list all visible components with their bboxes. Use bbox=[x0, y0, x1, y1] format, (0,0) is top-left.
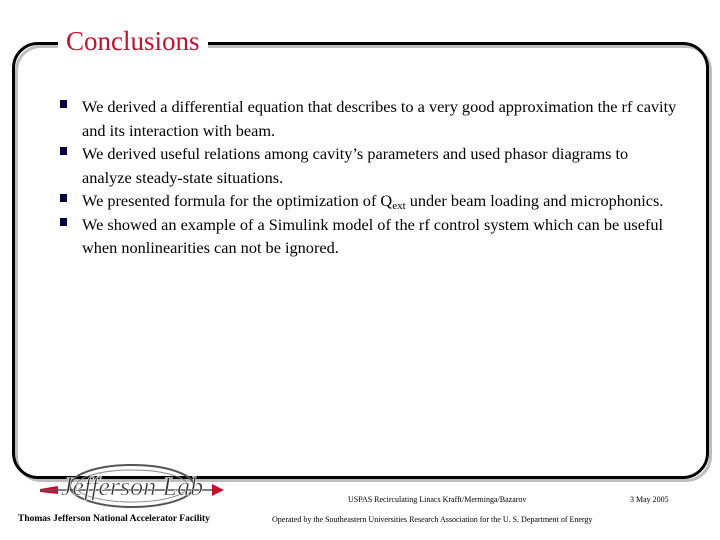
bullet-subscript: ext bbox=[392, 200, 406, 212]
bullet-text-after: under beam loading and microphonics. bbox=[405, 191, 664, 210]
square-bullet-icon bbox=[60, 218, 67, 226]
bullet-item bbox=[58, 189, 678, 213]
footer-date: 3 May 2005 bbox=[630, 495, 669, 504]
square-bullet-icon bbox=[60, 100, 67, 108]
square-bullet-icon bbox=[60, 147, 67, 155]
footer-lab-name: Thomas Jefferson National Accelerator Facility bbox=[18, 514, 210, 524]
bullet-item bbox=[58, 142, 678, 189]
slide-title: Conclusions bbox=[58, 26, 208, 56]
footer-course: USPAS Recirculating Linacs Krafft/Merminga/Bazarov bbox=[348, 495, 527, 504]
logo-arrow-head bbox=[212, 484, 224, 496]
bullet-text-before: We presented formula for the optimization of Q bbox=[82, 191, 393, 210]
bullet-text: We derived a differential equation that describes to a very good approximation the rf cavity and its interaction with beam. bbox=[82, 97, 677, 140]
square-bullet-icon bbox=[60, 194, 67, 202]
bullet-item bbox=[58, 95, 678, 142]
bullet-text: We derived useful relations among cavity’s parameters and used phasor diagrams to analyze steady-state situations. bbox=[82, 144, 629, 187]
footer-operated-by: Operated by the Southeastern Universities Research Association for the U. S. Department of Energy bbox=[272, 515, 593, 524]
jefferson-lab-logo-icon bbox=[36, 456, 226, 516]
bullet-list bbox=[58, 95, 678, 260]
bullet-text: We showed an example of a Simulink model of the rf control system which can be useful when nonlinearities can not be ignored. bbox=[82, 214, 664, 257]
logo-text: Jefferson Lab bbox=[60, 472, 204, 501]
bullet-item bbox=[58, 213, 678, 260]
